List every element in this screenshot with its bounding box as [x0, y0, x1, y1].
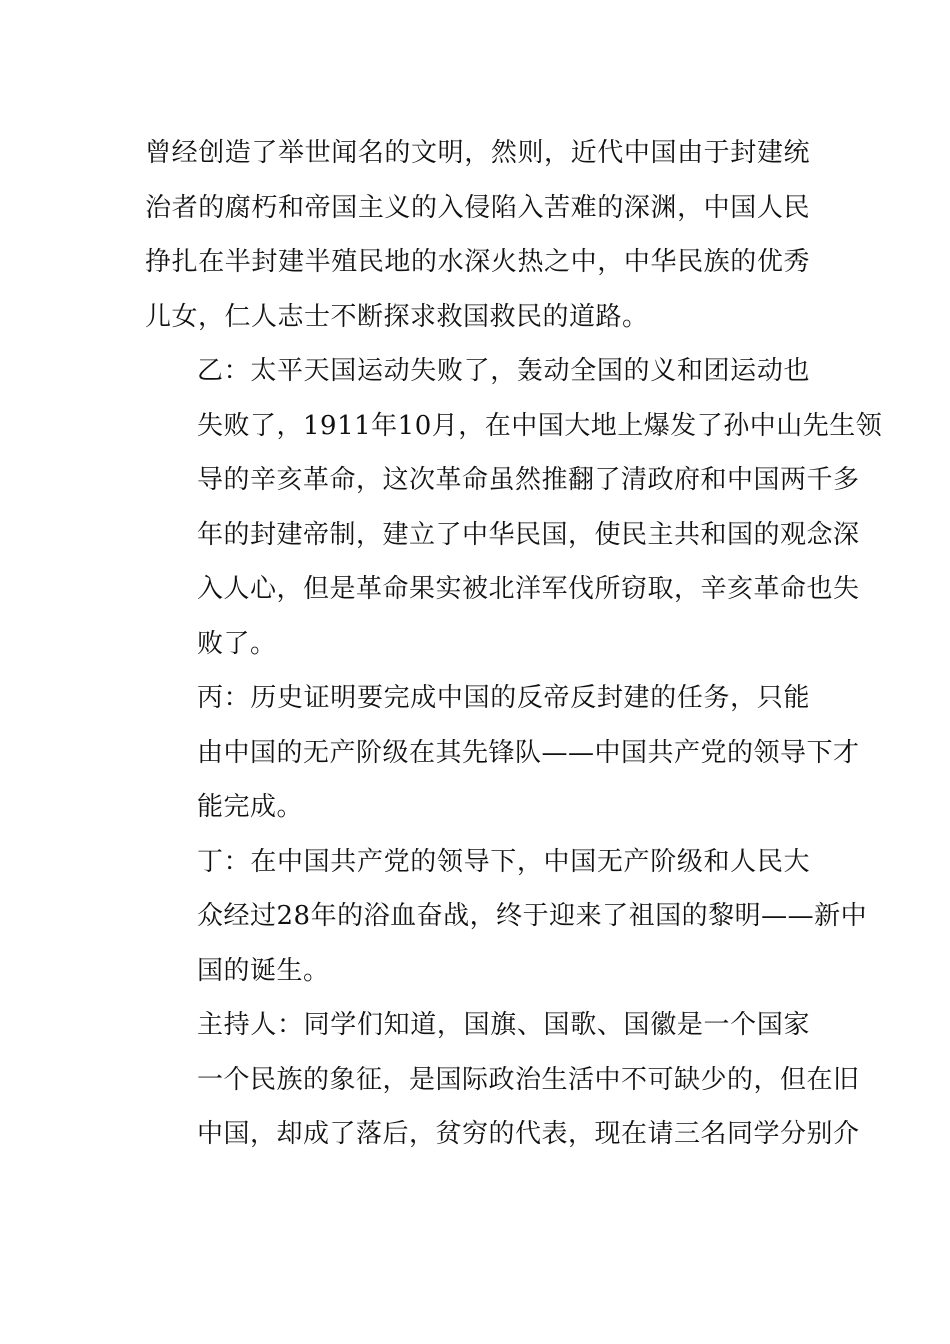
text-line: 入人心，但是革命果实被北洋军伐所窃取，辛亥革命也失 [197, 574, 860, 604]
paragraph-5 [145, 998, 860, 1162]
text-line: 治者的腐朽和帝国主义的入侵陷入苦难的深渊，中国人民 [145, 192, 810, 223]
text-line: 丙：历史证明要完成中国的反帝反封建的任务，只能 [197, 683, 810, 713]
text-line: 曾经创造了举世闻名的文明，然则，近代中国由于封建统 [145, 138, 810, 168]
text-line: 由中国的无产阶级在其先锋队——中国共产党的领导下才 [197, 737, 860, 768]
text-line: 丁：在中国共产党的领导下，中国无产阶级和人民大 [197, 846, 810, 877]
text-line: 国的诞生。 [197, 955, 330, 986]
paragraph-2 [145, 344, 883, 671]
text-line: 失败了，1911年10月，在中国大地上爆发了孙中山先生领 [197, 410, 883, 441]
text-line: 主持人：同学们知道，国旗、国歌、国徽是一个国家 [197, 1010, 810, 1040]
text-line: 一个民族的象征，是国际政治生活中不可缺少的，但在旧 [197, 1064, 860, 1095]
paragraph-4 [145, 835, 868, 999]
paragraph-1 [145, 126, 810, 344]
body-text [145, 126, 883, 1162]
text-line: 年的封建帝制，建立了中华民国，使民主共和国的观念深 [197, 519, 860, 550]
text-line: 败了。 [197, 628, 277, 659]
text-line: 挣扎在半封建半殖民地的水深火热之中，中华民族的优秀 [145, 247, 810, 277]
text-line: 导的辛亥革命，这次革命虽然推翻了清政府和中国两千多 [197, 465, 860, 495]
text-line: 众经过28年的浴血奋战，终于迎来了祖国的黎明——新中 [197, 901, 868, 931]
text-line: 儿女，仁人志士不断探求救国救民的道路。 [145, 301, 649, 332]
text-line: 能完成。 [197, 792, 304, 822]
text-line: 中国，却成了落后，贫穷的代表，现在请三名同学分别介 [197, 1119, 860, 1149]
text-line: 乙：太平天国运动失败了，轰动全国的义和团运动也 [197, 356, 810, 386]
paragraph-3 [145, 671, 860, 835]
